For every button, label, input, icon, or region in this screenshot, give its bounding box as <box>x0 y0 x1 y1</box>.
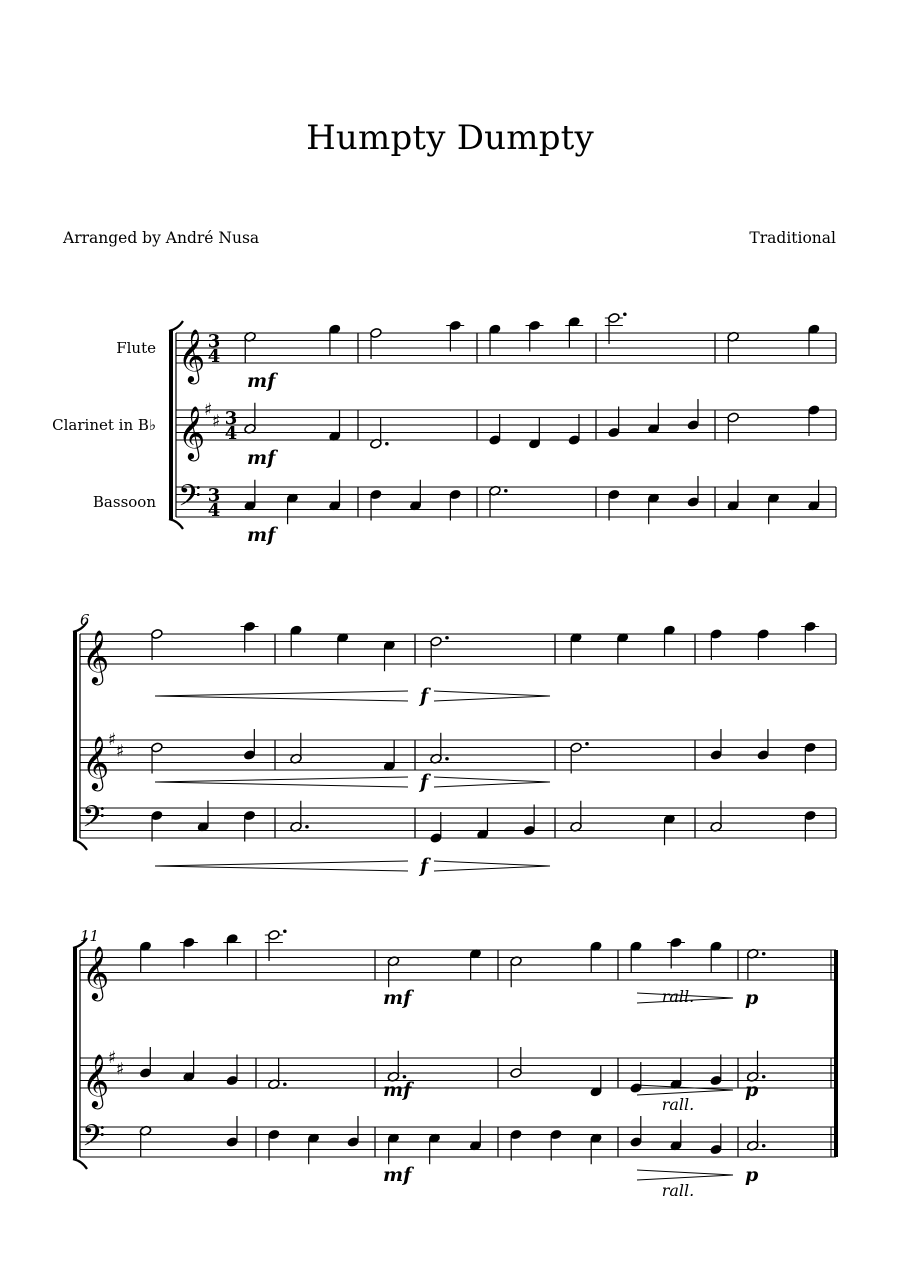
note <box>223 933 241 964</box>
rallentando-marking: rall. <box>661 1181 695 1200</box>
composer-credit: Traditional <box>749 229 836 247</box>
bracket-bar <box>73 948 77 1159</box>
dynamic-mf: mf <box>383 987 412 1009</box>
dynamic-p: p <box>745 1079 759 1101</box>
note <box>710 729 722 760</box>
note <box>565 316 583 347</box>
dynamic-mf: mf <box>383 1164 412 1186</box>
note <box>670 1120 682 1151</box>
bracket-bar <box>169 331 173 519</box>
note <box>241 621 259 652</box>
time-signature-bottom: 4 <box>207 346 221 367</box>
treble-clef: 𝄞 <box>82 945 110 999</box>
note <box>757 729 769 760</box>
note <box>630 1062 642 1093</box>
sharp-accidental: ♯ <box>204 400 213 420</box>
note <box>469 1120 481 1151</box>
dynamic-p: p <box>745 1164 759 1186</box>
note <box>383 740 395 771</box>
augmentation-dot <box>403 1075 407 1079</box>
note <box>687 476 699 507</box>
note <box>727 480 739 511</box>
note <box>710 1124 722 1155</box>
note <box>590 941 602 972</box>
sharp-accidental: ♯ <box>212 411 221 432</box>
note <box>430 733 449 764</box>
note <box>510 1129 522 1160</box>
decrescendo-hairpin <box>434 861 550 871</box>
note <box>804 810 816 841</box>
note <box>746 1120 765 1151</box>
hairpin-line <box>155 696 408 701</box>
hairpin-line <box>434 866 550 871</box>
staff <box>80 808 836 838</box>
note <box>757 629 769 660</box>
treble-clef: 𝄞 <box>178 328 206 382</box>
decrescendo-hairpin <box>637 1170 733 1180</box>
treble-clef: 𝄞 <box>82 735 110 789</box>
note <box>449 489 461 520</box>
dynamic-mf: mf <box>247 447 276 469</box>
note <box>476 808 488 839</box>
note <box>590 1133 602 1164</box>
note <box>710 941 722 972</box>
note <box>570 632 582 663</box>
note <box>568 414 580 445</box>
hairpin-line <box>434 782 550 787</box>
note <box>387 1133 399 1164</box>
dynamic-mf: mf <box>247 524 276 546</box>
note <box>489 414 501 445</box>
augmentation-dot <box>762 952 766 956</box>
crescendo-hairpin <box>155 777 408 787</box>
instrument-name: Flute <box>116 339 156 357</box>
note <box>687 399 699 430</box>
note <box>710 1055 722 1086</box>
hairpin-line <box>155 782 408 787</box>
note <box>180 937 198 968</box>
decrescendo-hairpin <box>434 777 550 787</box>
note <box>370 489 382 520</box>
sharp-accidental: ♯ <box>108 1048 117 1068</box>
note <box>336 632 348 663</box>
bracket-hook-bottom <box>73 1159 87 1169</box>
measure-number: 6 <box>80 611 90 629</box>
note <box>139 1125 151 1156</box>
note <box>647 403 659 434</box>
note <box>151 629 163 660</box>
note <box>139 1047 151 1078</box>
hairpin-line <box>155 777 408 782</box>
bracket-bar <box>73 632 77 840</box>
note <box>383 640 395 671</box>
note <box>550 1129 562 1160</box>
augmentation-dot <box>585 742 589 746</box>
sharp-accidental: ♯ <box>116 741 125 762</box>
note <box>244 331 256 362</box>
note <box>446 320 464 351</box>
crescendo-hairpin <box>155 691 408 701</box>
note <box>608 489 620 520</box>
note <box>268 1058 287 1089</box>
staff <box>80 740 836 770</box>
note <box>387 1051 406 1082</box>
note <box>667 937 685 968</box>
note <box>523 805 535 836</box>
treble-clef: 𝄞 <box>82 629 110 683</box>
note <box>670 1058 682 1089</box>
augmentation-dot <box>283 1082 287 1086</box>
decrescendo-hairpin <box>637 1085 733 1095</box>
augmentation-dot <box>762 1144 766 1148</box>
note <box>570 801 582 832</box>
note <box>647 493 659 524</box>
note <box>370 328 382 359</box>
note <box>290 733 302 764</box>
note <box>290 625 302 656</box>
dynamic-p: p <box>745 987 759 1009</box>
dynamic-mf: mf <box>247 370 276 392</box>
note <box>663 814 675 845</box>
note <box>226 1055 238 1086</box>
hairpin-line <box>637 1175 733 1180</box>
dynamic-f: f <box>420 855 429 877</box>
note <box>663 625 675 656</box>
bass-clef: 𝄢 <box>82 800 106 842</box>
note <box>767 493 779 524</box>
note <box>139 941 151 972</box>
hairpin-line <box>434 691 550 696</box>
note <box>710 629 722 660</box>
time-signature-bottom: 4 <box>224 423 238 444</box>
note <box>290 801 309 832</box>
rallentando-marking: rall. <box>661 987 695 1006</box>
treble-clef: 𝄞 <box>178 405 206 459</box>
augmentation-dot <box>504 489 508 493</box>
dynamic-mf: mf <box>383 1079 412 1101</box>
note <box>489 324 501 355</box>
note <box>489 485 508 516</box>
bass-clef: 𝄢 <box>178 479 202 521</box>
note <box>243 810 255 841</box>
hairpin-line <box>434 777 550 782</box>
hairpin-line <box>155 691 408 696</box>
note <box>570 742 589 774</box>
note <box>710 801 722 832</box>
note <box>428 1133 440 1164</box>
note <box>746 1051 765 1082</box>
note <box>265 929 287 961</box>
crescendo-hairpin <box>155 861 408 871</box>
note <box>526 320 544 351</box>
note <box>469 948 481 979</box>
augmentation-dot <box>283 929 287 933</box>
note <box>328 324 340 355</box>
note <box>370 418 389 449</box>
note <box>197 801 209 832</box>
augmentation-dot <box>445 636 449 640</box>
note <box>808 405 820 436</box>
sharp-accidental: ♯ <box>116 1059 125 1080</box>
hairpin-line <box>155 866 408 871</box>
note <box>430 636 449 668</box>
note <box>608 407 620 438</box>
note <box>409 480 421 511</box>
decrescendo-hairpin <box>434 691 550 701</box>
rallentando-marking: rall. <box>661 1095 695 1114</box>
note <box>430 812 442 843</box>
arranger-credit: Arranged by André Nusa <box>63 229 260 247</box>
note <box>183 1051 195 1082</box>
note <box>328 410 340 441</box>
bracket-hook-bottom <box>73 840 87 850</box>
instrument-name: Clarinet in B♭ <box>52 416 156 434</box>
time-signature-top: 3 <box>224 408 238 429</box>
hairpin-line <box>434 696 550 701</box>
score-title: Humpty Dumpty <box>306 118 594 158</box>
note <box>387 956 399 987</box>
note <box>808 324 820 355</box>
hairpin-line <box>155 861 408 866</box>
note <box>510 1047 522 1078</box>
note <box>151 810 163 841</box>
note <box>746 948 765 979</box>
dynamic-f: f <box>420 771 429 793</box>
note <box>808 480 820 511</box>
augmentation-dot <box>445 757 449 761</box>
augmentation-dot <box>385 442 389 446</box>
staff <box>80 950 836 980</box>
note <box>307 1133 319 1164</box>
note <box>151 742 163 773</box>
note <box>727 412 739 443</box>
note <box>347 1116 359 1147</box>
augmentation-dot <box>623 312 627 316</box>
final-barline-thick <box>834 950 838 1157</box>
note <box>328 480 340 511</box>
note <box>616 632 628 663</box>
hairpin-line <box>637 1170 733 1175</box>
note <box>243 729 255 760</box>
note <box>226 1116 238 1147</box>
staff <box>80 1127 836 1157</box>
note <box>605 312 627 344</box>
note <box>528 418 540 449</box>
time-signature-top: 3 <box>207 331 221 352</box>
augmentation-dot <box>305 825 309 829</box>
hairpin-line <box>434 861 550 866</box>
note <box>510 956 522 987</box>
bass-clef: 𝄢 <box>82 1119 106 1161</box>
note <box>244 480 256 511</box>
note <box>727 331 739 362</box>
measure-number: 11 <box>80 927 100 945</box>
note <box>801 621 819 652</box>
note <box>244 403 256 434</box>
bracket-hook-bottom <box>169 519 183 529</box>
time-signature-top: 3 <box>207 485 221 506</box>
note <box>630 1116 642 1147</box>
note <box>268 1129 280 1160</box>
instrument-name: Bassoon <box>92 493 156 511</box>
dynamic-f: f <box>420 685 429 707</box>
sharp-accidental: ♯ <box>108 730 117 750</box>
augmentation-dot <box>762 1075 766 1079</box>
note <box>630 941 642 972</box>
note <box>590 1066 602 1097</box>
note <box>286 493 298 524</box>
note <box>804 742 816 773</box>
time-signature-bottom: 4 <box>207 500 221 521</box>
staff <box>80 634 836 664</box>
treble-clef: 𝄞 <box>82 1053 110 1107</box>
